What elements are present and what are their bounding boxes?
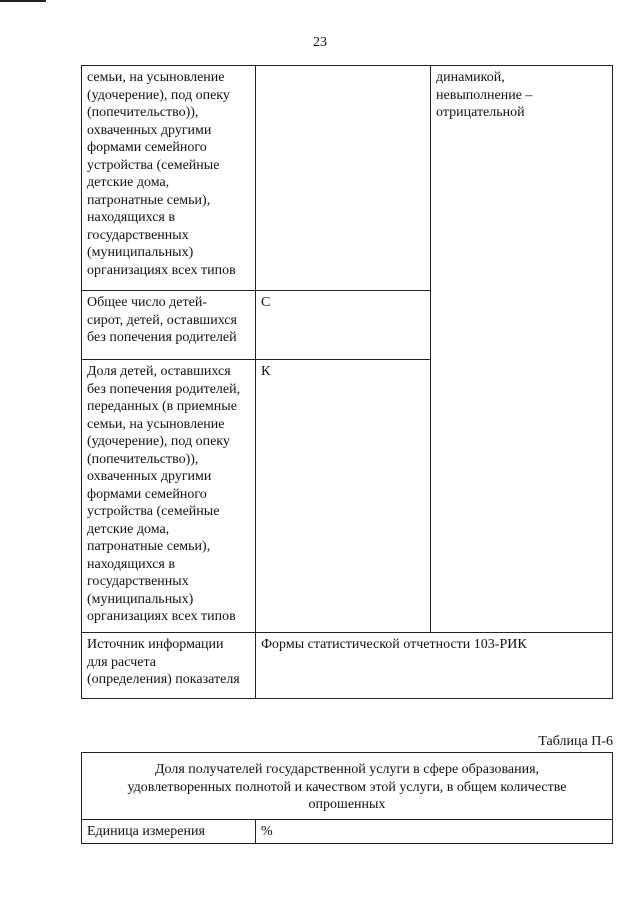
unit-label-cell: Единица измерения xyxy=(82,820,256,844)
page-number: 23 xyxy=(313,35,327,50)
indicator-table xyxy=(81,65,613,699)
indicator-label-cell: Доля детей, оставшихся без попечения родителей, переданных (в приемные семьи, на усыновление (удочерение), под опеку (попечительство)), охваченных другими формами семейного устройства (семейные детские дома, патронатные семьи), находящихся в государственных (муниципальных) организациях всех типов xyxy=(82,360,256,633)
corner-scan-mark xyxy=(0,0,46,2)
source-label-cell: Источник информации для расчета (определения) показателя xyxy=(82,633,256,699)
evaluation-note-cell: динамикой, невыполнение – отрицательной xyxy=(431,66,613,633)
table-row xyxy=(82,753,613,820)
indicator-symbol-cell xyxy=(256,66,431,291)
table-caption: Таблица П-6 xyxy=(538,734,613,749)
indicator-label-cell: семьи, на усыновление (удочерение), под опеку (попечительство)), охваченных другими формами семейного устройства (семейные детские дома, патронатные семьи), находящихся в государственных (муниципальных) организациях всех типов xyxy=(82,66,256,291)
unit-value-cell: % xyxy=(256,820,613,844)
source-value-cell: Формы статистической отчетности 103-РИК xyxy=(256,633,613,699)
table-row xyxy=(82,633,613,699)
indicator-title-cell: Доля получателей государственной услуги в сфере образования, удовлетворенных полнотой и качеством этой услуги, в общем количестве опрошенных xyxy=(82,753,613,820)
indicator-symbol-cell: К xyxy=(256,360,431,633)
indicator-symbol-cell: С xyxy=(256,291,431,360)
table-row xyxy=(82,820,613,844)
table-row xyxy=(82,66,613,291)
indicator-label-cell: Общее число детей- сирот, детей, оставшихся без попечения родителей xyxy=(82,291,256,360)
table-p6 xyxy=(81,752,613,844)
